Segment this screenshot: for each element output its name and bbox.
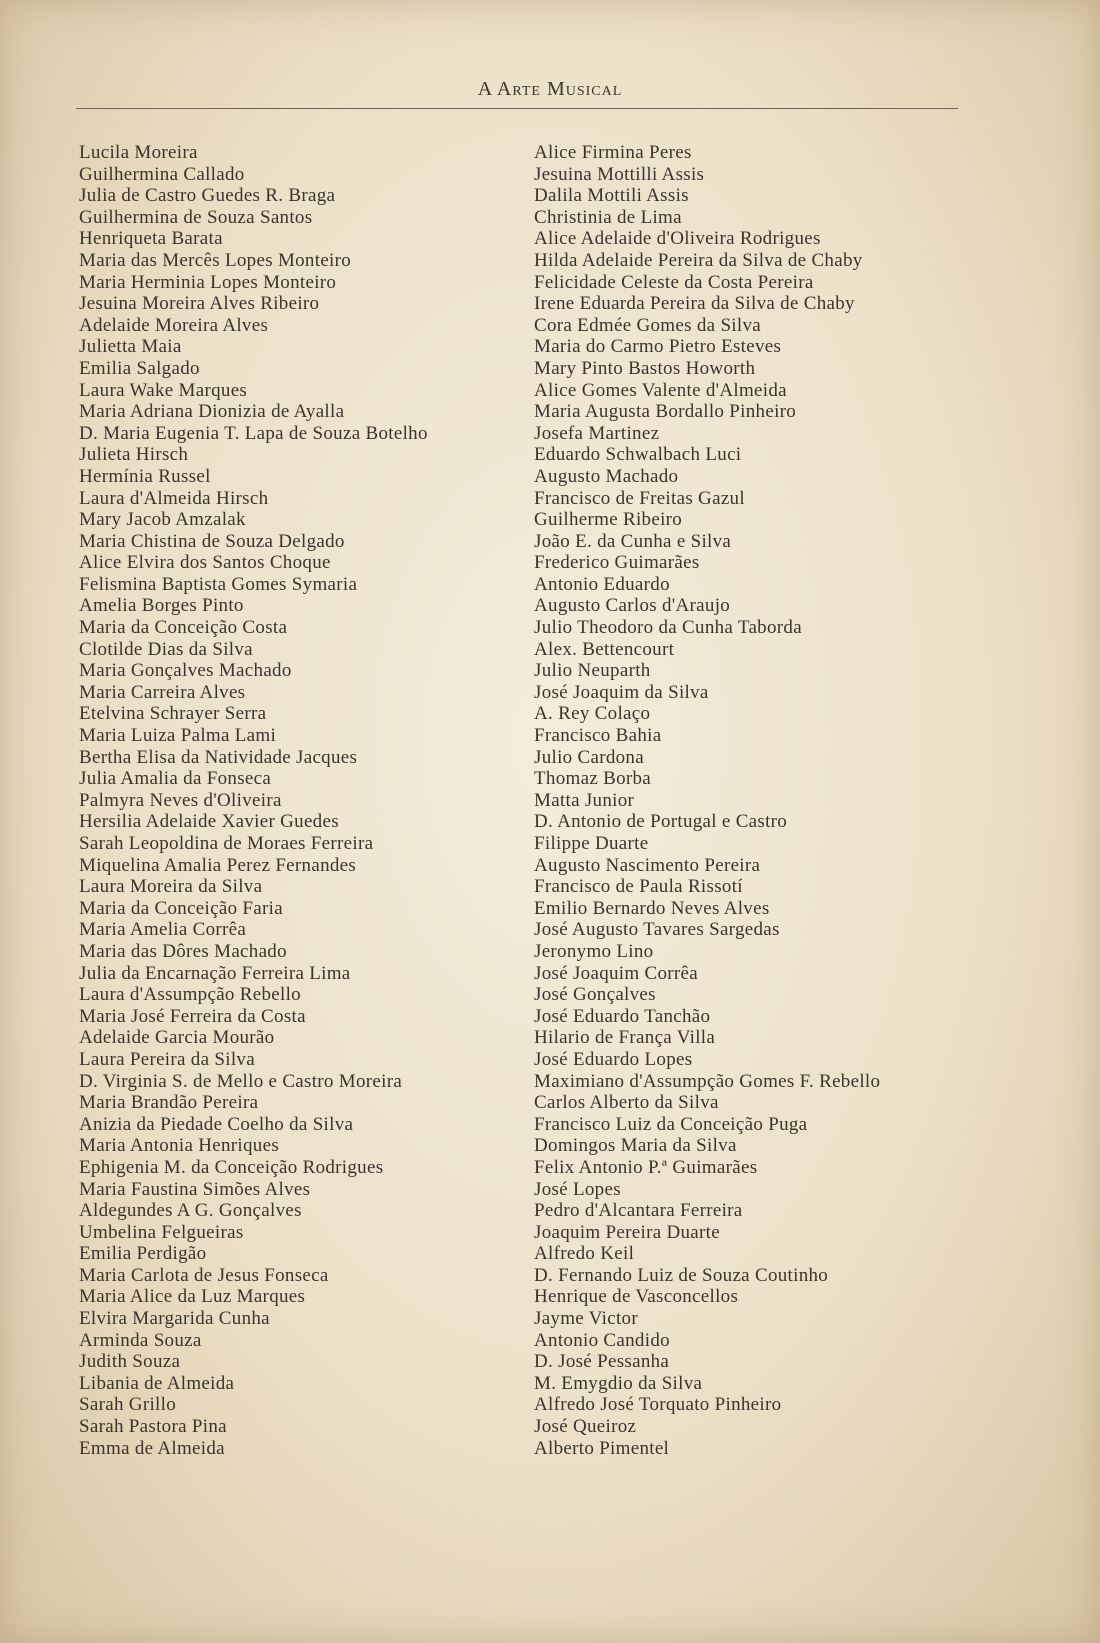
name-entry: Alfredo Keil [534,1243,635,1265]
name-entry: Thomaz Borba [534,768,652,790]
name-entry: José Joaquim da Silva [534,681,709,703]
name-entry: Adelaide Garcia Mourão [79,1027,275,1049]
name-entry: Miquelina Amalia Perez Fernandes [79,854,357,876]
name-entry: Alice Adelaide d'Oliveira Rodrigues [534,228,821,250]
name-entry: José Lopes [534,1178,621,1200]
name-entry: Augusto Nascimento Pereira [534,854,761,876]
name-entry: Antonio Candido [534,1329,670,1351]
name-entry: Felix Antonio P.ª Guimarães [534,1156,758,1178]
name-entry: Alex. Bettencourt [534,638,675,660]
names-column-left [79,142,428,1459]
name-entry: José Queiroz [534,1416,637,1438]
name-entry: Libania de Almeida [79,1372,235,1394]
name-entry: Laura Wake Marques [79,379,248,401]
name-entry: Alice Firmina Peres [534,142,692,163]
names-column-right [534,142,880,1459]
name-entry: Augusto Carlos d'Araujo [534,595,731,617]
name-entry: Clotilde Dias da Silva [79,638,253,660]
name-entry: Maria Adriana Dionizia de Ayalla [79,401,345,423]
name-entry: Joaquim Pereira Duarte [534,1221,720,1243]
name-entry: Alberto Pimentel [534,1437,670,1459]
name-entry: Mary Pinto Bastos Howorth [534,357,756,379]
name-entry: Francisco Bahia [534,725,662,747]
name-entry: Frederico Guimarães [534,552,700,574]
name-entry: Jesuina Moreira Alves Ribeiro [79,293,320,315]
name-entry: Emilio Bernardo Neves Alves [534,897,770,919]
name-entry: Sarah Pastora Pina [79,1416,227,1438]
name-entry: Umbelina Felgueiras [79,1221,244,1243]
name-entry: Dalila Mottili Assis [534,185,689,207]
name-entry: Maria do Carmo Pietro Esteves [534,336,782,358]
name-entry: A. Rey Colaço [534,703,651,725]
name-entry: Cora Edmée Gomes da Silva [534,314,762,336]
name-entry: Guilhermina Callado [79,163,245,185]
name-entry: Mary Jacob Amzalak [79,509,246,531]
name-entry: Hersilia Adelaide Xavier Guedes [79,811,339,833]
name-entry: D. Antonio de Portugal e Castro [534,811,788,833]
name-entry: Maximiano d'Assumpção Gomes F. Rebello [534,1070,881,1092]
name-entry: Maria da Conceição Faria [79,897,283,919]
name-entry: Jesuina Mottilli Assis [534,163,705,185]
name-entry: Julieta Hirsch [79,444,189,466]
name-entry: Bertha Elisa da Natividade Jacques [79,746,358,768]
name-entry: Amelia Borges Pinto [79,595,244,617]
name-entry: Josefa Martinez [534,422,660,444]
name-entry: Guilhermina de Souza Santos [79,206,313,228]
name-entry: Maria Chistina de Souza Delgado [79,530,345,552]
name-entry: Francisco Luiz da Conceição Puga [534,1113,808,1135]
name-entry: Maria Luiza Palma Lami [79,725,277,747]
name-entry: Maria Gonçalves Machado [79,660,292,682]
name-entry: José Joaquim Corrêa [534,962,698,984]
name-entry: D. Maria Eugenia T. Lapa de Souza Botelho [79,422,428,444]
name-entry: José Eduardo Tanchão [534,1005,711,1027]
name-entry: Ephigenia M. da Conceição Rodrigues [79,1156,384,1178]
name-entry: Augusto Machado [534,465,679,487]
name-entry: Emma de Almeida [79,1437,225,1459]
name-entry: Judith Souza [79,1351,181,1373]
name-entry: Sarah Leopoldina de Moraes Ferreira [79,833,374,854]
name-entry: Julio Cardona [534,746,644,768]
name-entry: Elvira Margarida Cunha [79,1308,270,1330]
name-entry: M. Emygdio da Silva [534,1372,703,1394]
name-entry: Julia de Castro Guedes R. Braga [79,185,336,207]
name-entry: Henriqueta Barata [79,228,223,250]
name-entry: Maria José Ferreira da Costa [79,1005,306,1027]
name-entry: Hilda Adelaide Pereira da Silva de Chaby [534,249,863,271]
name-entry: Alice Elvira dos Santos Choque [79,552,331,574]
name-entry: Francisco de Paula Rissotí [534,876,743,898]
name-entry: Hermínia Russel [79,465,211,487]
name-entry: Carlos Alberto da Silva [534,1092,719,1114]
name-entry: Maria Brandão Pereira [79,1092,259,1114]
name-entry: Maria da Conceição Costa [79,617,288,639]
name-entry: Sarah Grillo [79,1394,176,1416]
name-entry: Lucila Moreira [79,142,198,163]
name-entry: Laura Pereira da Silva [79,1048,255,1070]
name-entry: Francisco de Freitas Gazul [534,487,745,509]
name-entry: Laura Moreira da Silva [79,876,263,898]
name-entry: Filippe Duarte [534,833,649,854]
name-entry: Irene Eduarda Pereira da Silva de Chaby [534,293,855,315]
name-entry: Alfredo José Torquato Pinheiro [534,1394,782,1416]
name-entry: Emilia Salgado [79,357,200,379]
name-entry: Maria Faustina Simões Alves [79,1178,311,1200]
name-entry: Palmyra Neves d'Oliveira [79,789,282,811]
name-entry: Alice Gomes Valente d'Almeida [534,379,787,401]
name-entry: Henrique de Vasconcellos [534,1286,739,1308]
name-entry: Maria Herminia Lopes Monteiro [79,271,337,293]
name-entry: Maria Carlota de Jesus Fonseca [79,1264,329,1286]
name-entry: Jayme Victor [534,1308,638,1330]
name-entry: Laura d'Assumpção Rebello [79,984,301,1006]
name-entry: Laura d'Almeida Hirsch [79,487,269,509]
name-entry: Domingos Maria da Silva [534,1135,737,1157]
name-entry: Julietta Maia [79,336,182,358]
name-entry: Julia Amalia da Fonseca [79,768,272,790]
name-entry: José Gonçalves [534,984,656,1006]
name-entry: Felismina Baptista Gomes Symaria [79,573,358,595]
name-entry: Antonio Eduardo [534,573,670,595]
name-entry: Pedro d'Alcantara Ferreira [534,1200,743,1222]
name-entry: Arminda Souza [79,1329,202,1351]
name-entry: D. Fernando Luiz de Souza Coutinho [534,1264,829,1286]
name-entry: Jeronymo Lino [534,940,654,962]
name-entry: Maria Amelia Corrêa [79,919,247,941]
name-entry: João E. da Cunha e Silva [534,530,732,552]
name-entry: Maria Antonia Henriques [79,1135,280,1157]
name-entry: D. Virginia S. de Mello e Castro Moreira [79,1070,403,1092]
name-entry: Christinia de Lima [534,206,682,228]
name-entry: Adelaide Moreira Alves [79,314,269,336]
name-entry: Guilherme Ribeiro [534,509,683,531]
name-entry: José Eduardo Lopes [534,1048,693,1070]
name-entry: Emilia Perdigão [79,1243,207,1265]
name-entry: Maria Augusta Bordallo Pinheiro [534,401,797,423]
name-entry: Maria Alice da Luz Marques [79,1286,306,1308]
name-entry: Felicidade Celeste da Costa Pereira [534,271,814,293]
name-entry: Julia da Encarnação Ferreira Lima [79,962,351,984]
name-entry: Maria Carreira Alves [79,681,246,703]
name-entry: D. José Pessanha [534,1351,670,1373]
name-entry: Julio Theodoro da Cunha Taborda [534,617,802,639]
name-entry: Maria das Mercês Lopes Monteiro [79,249,352,271]
name-entry: Etelvina Schrayer Serra [79,703,267,725]
name-entry: Matta Junior [534,789,635,811]
name-entry: Julio Neuparth [534,660,651,682]
running-header: A Arte Musical [477,78,623,100]
name-entry: Eduardo Schwalbach Luci [534,444,742,466]
header-rule [76,108,958,109]
name-entry: Maria das Dôres Machado [79,940,287,962]
name-entry: Anizia da Piedade Coelho da Silva [79,1113,354,1135]
name-entry: Aldegundes A G. Gonçalves [79,1200,302,1222]
name-entry: Hilario de França Villa [534,1027,716,1049]
name-entry: José Augusto Tavares Sargedas [534,919,780,941]
